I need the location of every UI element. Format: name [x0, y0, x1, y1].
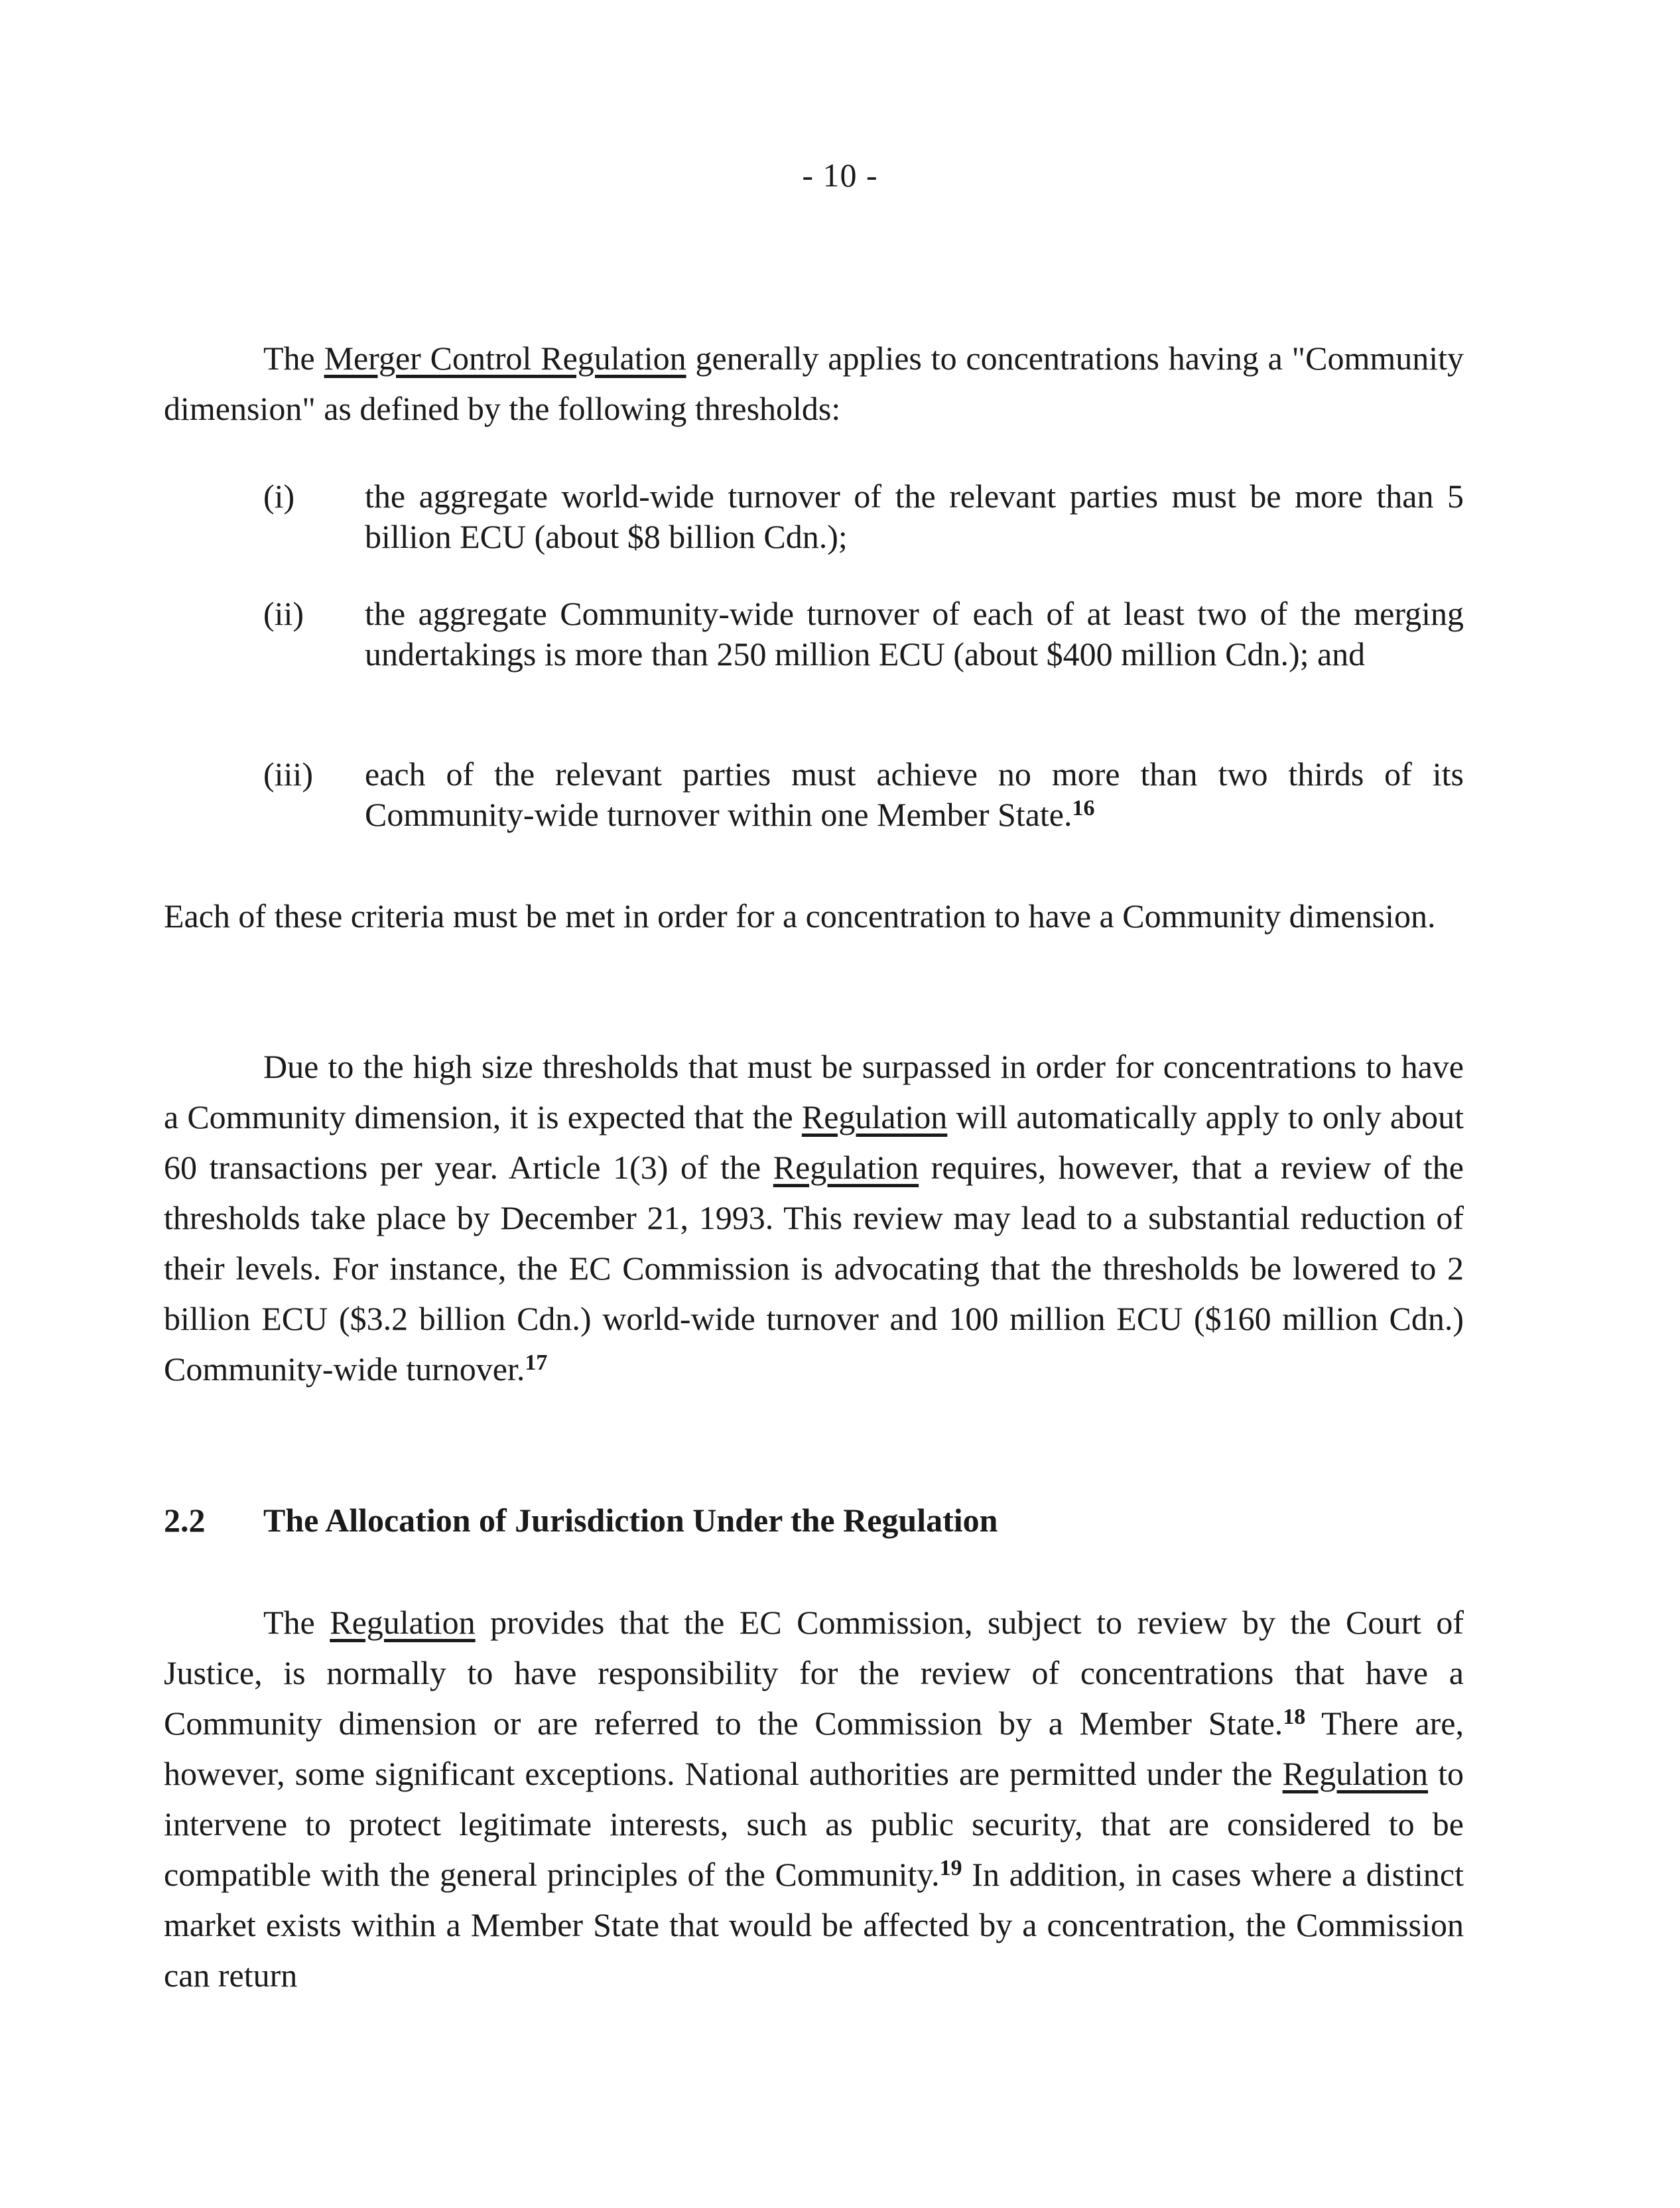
jurisdiction-paragraph — [164, 1597, 1464, 2000]
text-run: provides that the EC Commission, subject to review by the Court of Justice, is normally to have responsibility for the review of concentrations that have a Community dimension or are referred to the Commission by a Member State. — [164, 1604, 1464, 1742]
list-item-text — [365, 476, 1464, 557]
text-run: requires, however, that a review of the thresholds take place by December 21, 1993. This review may lead to a substantial reduction of their levels. For instance, the EC Commission is advocating that the thresholds be lowered to 2 billion ECU ($3.2 billion Cdn.) world-wide turnover and 100 million ECU ($160 million Cdn.) Community-wide turnover. — [164, 1149, 1464, 1388]
text-run: In addition, in cases where a distinct market exists within a Member State that would be affected by a concentration, the Commission can return — [164, 1856, 1464, 1994]
section-title: The Allocation of Jurisdiction Under the Regulation — [263, 1502, 998, 1539]
underlined-title-regulation: Regulation — [801, 1098, 948, 1136]
list-item-text — [365, 754, 1464, 835]
text-run: Due to the high size thresholds that must be surpassed in order for concentrations to have a Community dimension, it is expected that the — [164, 1048, 1464, 1136]
footnote-marker: 18 — [1283, 1705, 1306, 1729]
text-run: to intervene to protect legitimate interests, such as public security, that are considered to be compatible with the general principles of the Community. — [164, 1755, 1464, 1893]
text-run: The — [263, 340, 324, 377]
list-item-number: (ii) — [263, 595, 304, 632]
footnote-marker: 17 — [525, 1350, 548, 1375]
text-run: The — [263, 1604, 330, 1641]
section-number: 2.2 — [164, 1502, 206, 1539]
underlined-title-regulation: Regulation — [1282, 1755, 1429, 1792]
underlined-title-regulation: Regulation — [330, 1604, 476, 1641]
list-item-number: (iii) — [263, 755, 313, 793]
footnote-marker: 19 — [939, 1856, 962, 1880]
text-run: the aggregate world-wide turnover of the relevant parties must be more than 5 billion ECU (about $8 billion Cdn.); — [365, 478, 1464, 555]
text-run: There are, however, some significant exceptions. National authorities are permitted under the — [164, 1705, 1464, 1792]
text-run: the aggregate Community-wide turnover of each of at least two of the merging undertakings is more than 250 million ECU (about $400 million Cdn.); and — [365, 595, 1464, 673]
text-run: generally applies to concentrations having a "Community dimension" as defined by the following thresholds: — [164, 340, 1464, 427]
section-heading — [164, 1495, 1464, 1545]
list-item-text — [365, 594, 1464, 675]
criteria-paragraph: Each of these criteria must be met in order for a concentration to have a Community dimension. — [164, 897, 1436, 935]
intro-paragraph — [164, 333, 1464, 434]
text-run: each of the relevant parties must achieve no more than two thirds of its Community-wide turnover within one Member State. — [365, 755, 1464, 833]
footnote-marker: 16 — [1072, 796, 1095, 820]
underlined-title-regulation: Regulation — [773, 1149, 919, 1186]
underlined-title-merger-control-regulation: Merger Control Regulation — [324, 340, 686, 377]
text-run: will automatically apply to only about 60 transactions per year. Article 1(3) of the — [164, 1098, 1464, 1186]
page-number: - 10 - — [802, 157, 878, 194]
list-item-number: (i) — [263, 478, 295, 515]
thresholds-paragraph — [164, 1041, 1464, 1394]
